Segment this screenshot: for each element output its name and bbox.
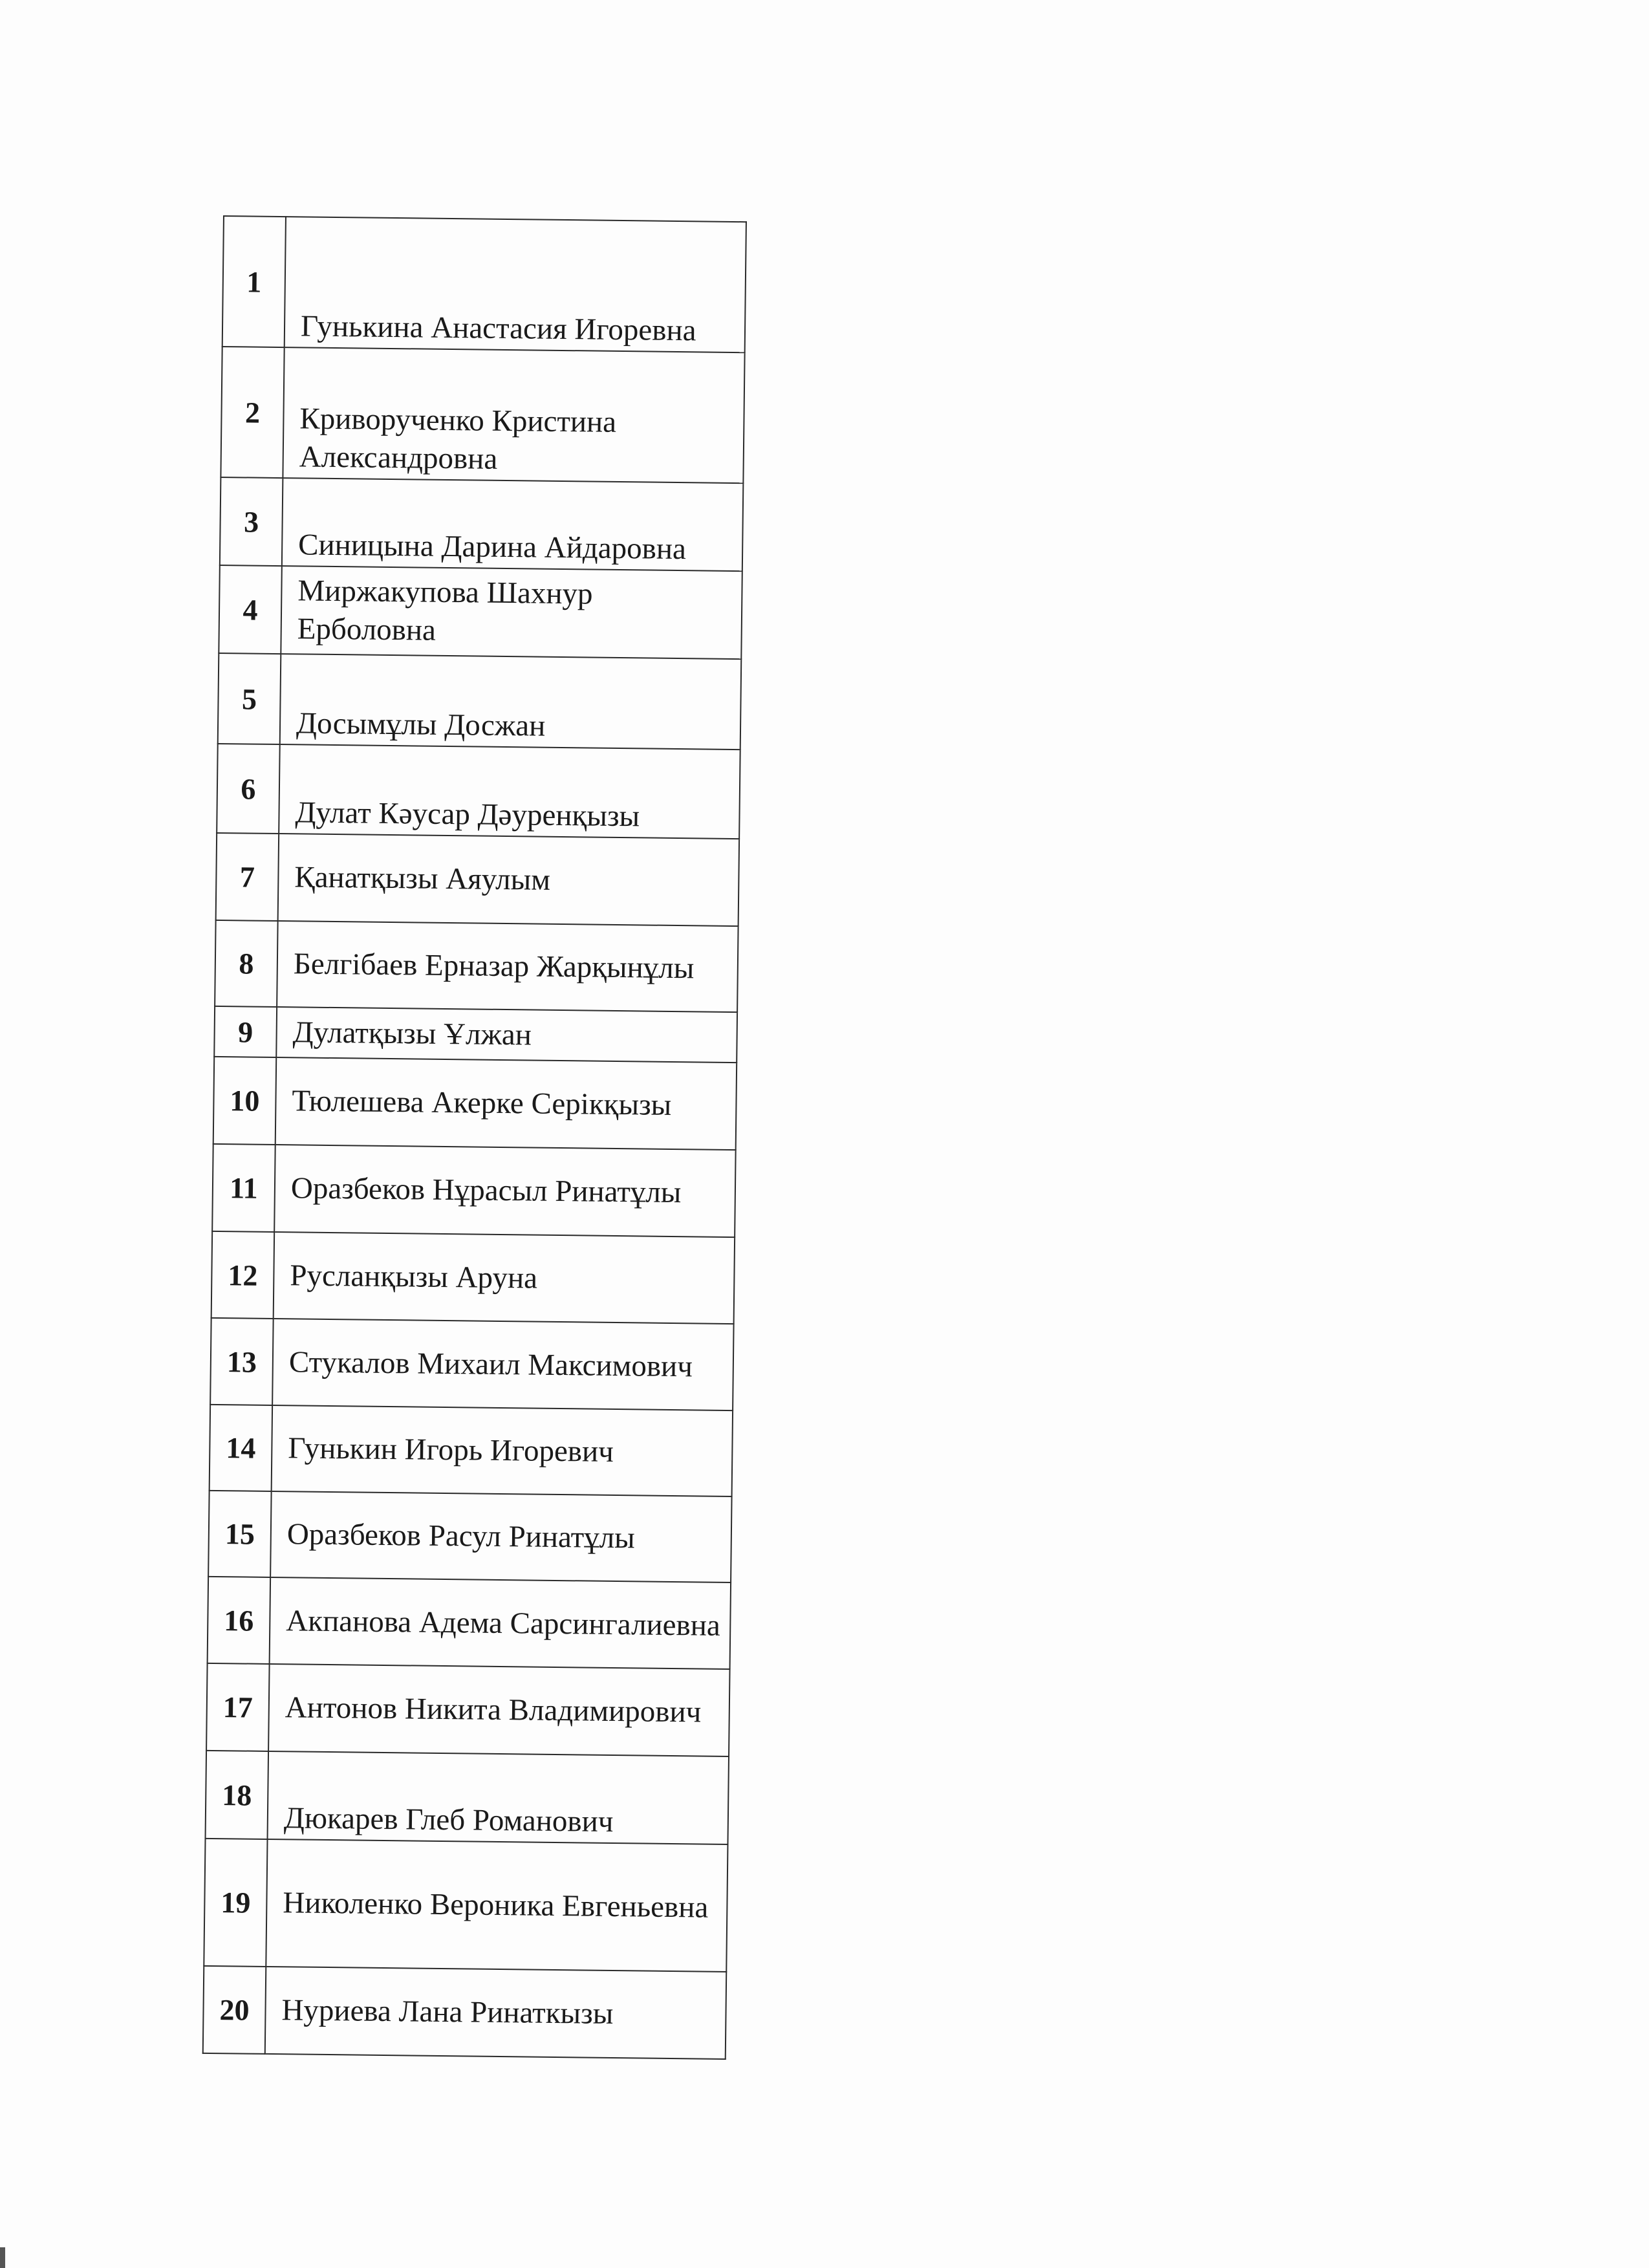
- student-name: Акпанова Адема Сарсингалиевна: [270, 1577, 731, 1669]
- table-row: [204, 1839, 727, 1972]
- student-name: Русланқызы Аруна: [274, 1232, 735, 1324]
- student-name: Николенко Вероника Евгеньевна: [266, 1839, 727, 1972]
- table-row: [213, 1057, 737, 1150]
- row-number: 19: [204, 1839, 267, 1967]
- row-number: 12: [211, 1231, 275, 1319]
- row-number: 10: [213, 1057, 277, 1145]
- row-number: 9: [214, 1006, 277, 1057]
- row-number: 6: [217, 744, 280, 834]
- row-number: 4: [219, 565, 282, 654]
- row-number: 8: [215, 920, 278, 1007]
- table-row: [214, 1006, 737, 1063]
- student-name: Синицына Дарина Айдаровна: [282, 478, 743, 571]
- table-row: [210, 1405, 733, 1496]
- table-row: [221, 347, 744, 483]
- table-row: [206, 1751, 729, 1844]
- student-name: Оразбеков Нұрасыл Ринатұлы: [274, 1145, 735, 1237]
- table-row: [219, 565, 742, 659]
- row-number: 2: [221, 347, 284, 478]
- student-name: Оразбеков Расул Ринатұлы: [270, 1491, 731, 1582]
- table-row: [216, 833, 739, 926]
- student-list-table: [202, 215, 747, 2060]
- row-number: 1: [222, 216, 286, 347]
- row-number: 3: [220, 477, 283, 566]
- table-row: [206, 1663, 729, 1756]
- student-name: Дулат Кәусар Дәуренқызы: [279, 744, 740, 839]
- student-name: Антонов Никита Владимирович: [268, 1664, 729, 1756]
- table-row: [208, 1577, 731, 1669]
- student-name: Дюкарев Глеб Романович: [268, 1751, 729, 1844]
- table-row: [210, 1318, 733, 1410]
- student-name: Миржакупова Шахнур Ерболовна: [281, 566, 742, 659]
- student-name: Тюлешева Акерке Серікқызы: [275, 1057, 737, 1150]
- row-number: 5: [218, 653, 281, 744]
- table-row: [218, 653, 742, 750]
- row-number: 14: [210, 1405, 273, 1491]
- row-number: 7: [216, 833, 279, 921]
- student-name: Гунькина Анастасия Игоревна: [285, 217, 746, 352]
- table-row: [208, 1491, 731, 1582]
- row-number: 13: [210, 1318, 274, 1405]
- table-row: [220, 477, 743, 571]
- table-row: [215, 920, 738, 1012]
- student-name: Досымұлы Досжан: [280, 654, 742, 750]
- student-list-body: [203, 216, 746, 2059]
- table-row: [212, 1144, 735, 1237]
- row-number: 18: [206, 1751, 269, 1839]
- table-row: [211, 1231, 735, 1324]
- table-row: [222, 216, 746, 352]
- row-number: 11: [212, 1144, 275, 1232]
- student-name: Гунькин Игорь Игоревич: [272, 1405, 733, 1496]
- student-name: Криворученко Кристина Александровна: [283, 347, 744, 483]
- student-name: Қанатқызы Аяулым: [278, 834, 739, 926]
- table-row: [217, 744, 740, 839]
- row-number: 20: [203, 1966, 266, 2054]
- student-name: Белгібаев Ерназар Жарқынұлы: [277, 921, 738, 1012]
- row-number: 15: [208, 1491, 272, 1577]
- student-name: Нуриева Лана Ринаткызы: [265, 1967, 726, 2059]
- student-name: Дулатқызы Ұлжан: [276, 1007, 737, 1063]
- table-row: [203, 1966, 726, 2059]
- student-name: Стукалов Михаил Максимович: [272, 1319, 733, 1410]
- scan-edge-mark: [0, 2247, 5, 2268]
- row-number: 17: [206, 1663, 270, 1751]
- row-number: 16: [208, 1577, 271, 1664]
